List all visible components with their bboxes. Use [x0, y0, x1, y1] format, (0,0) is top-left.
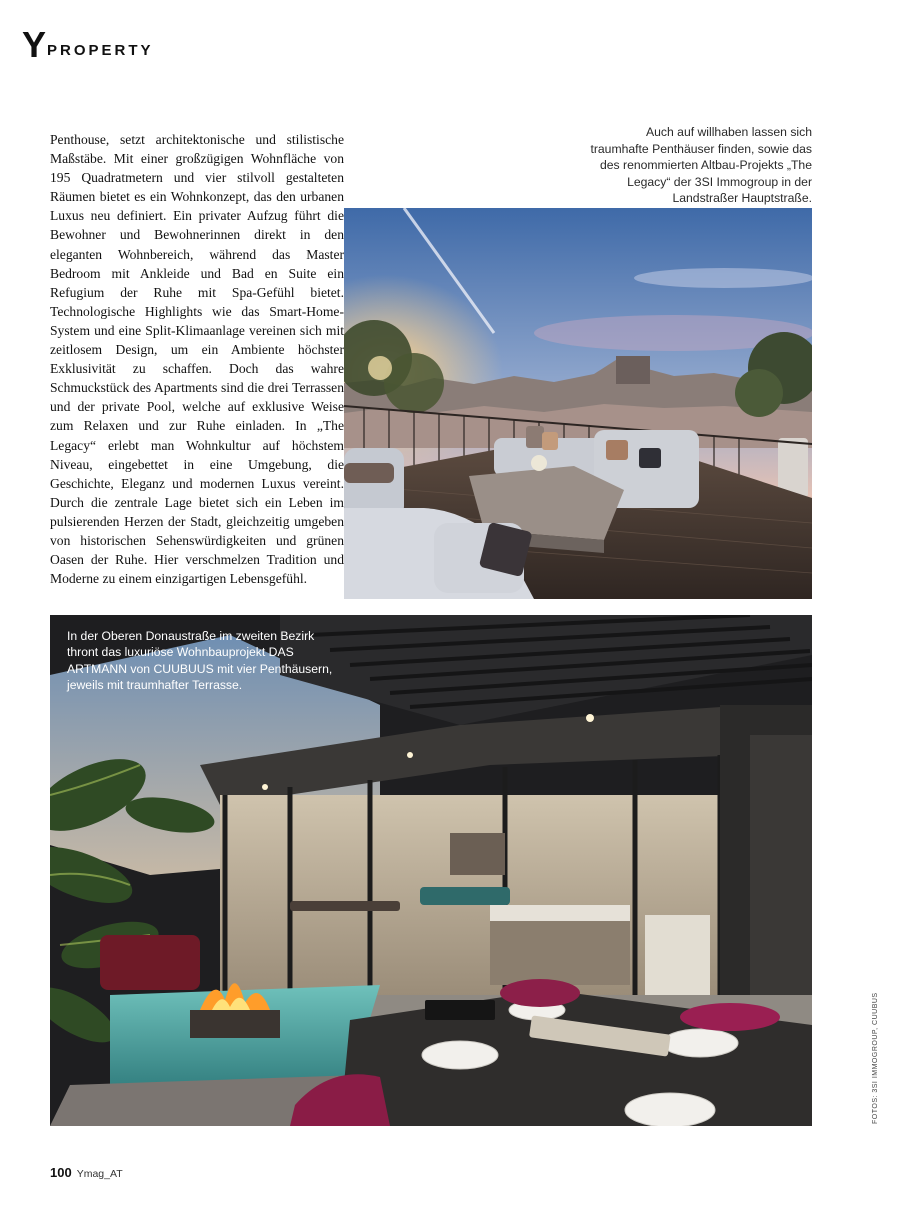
photo-caption-top: Auch auf willhaben lassen sich traumhafte Penthäuser finden, sowie das des renommierten Altbau-Projekts „The Legacy“ der 3SI Immogroup in der Landstraßer Hauptstraße. [590, 125, 812, 205]
magazine-name: Ymag_AT [76, 1168, 123, 1180]
photo-credit: FOTOS: 3SI IMMOGROUP, CUUBUS [872, 992, 879, 1124]
rooftop-terrace-illustration [344, 208, 812, 599]
magazine-logo: Y [22, 24, 46, 65]
page-number: 100 [50, 1165, 72, 1180]
rooftop-terrace-photo [344, 208, 812, 599]
section-title: PROPERTY [47, 42, 154, 59]
article-body-text: Penthouse, setzt architektonische und stilistische Maßstäbe. Mit einer großzügigen Wohnfläche von 195 Quadratmetern und vier stilvoll gestalteten Räumen bietet es ein Wohnkonzept, das den urbanen Luxus neu definiert. Ein privater Aufzug führt die Bewohner und Bewohnerinnen direkt in den eleganten Wohnbereich, während das Master Bedroom mit Ankleide und Bad en Suite ein Refugium der Ruhe mit Spa-Gefühl bietet. Technologische Highlights wie das Smart-Home-System und eine Split-Klimaanlage vereinen sich mit zeitlosem Design, um ein Ambiente höchster Exklusivität zu schaffen. Doch das wahre Schmuckstück des Apartments sind die drei Terrassen und der private Pool, welche auf exklusive Weise zum Relaxen und zur Ruhe einladen. In „The Legacy“ erlebt man Wohnkultur auf höchstem Niveau, eingebettet in eine Umgebung, die Geschichte, Eleganz und modernen Luxus vereint. Durch die zentrale Lage bietet sich ein Leben im pulsierenden Herzen der Stadt, gleichzeitig umgeben von historischen Sehenswürdigkeiten und grünen Oasen der Ruhe. Hier verschmelzen Tradition und Moderne zu einem einzigartigen Lebensgefühl. [50, 132, 344, 587]
magazine-header [22, 24, 154, 65]
page-footer [50, 1165, 123, 1180]
photo-caption-overlay: In der Oberen Donaustraße im zweiten Bezirk thront das luxuriöse Wohnbauprojekt DAS ARTMANN von CUUBUUS mit vier Penthäusern, jeweils mit traumhafter Terrasse. [67, 629, 333, 693]
